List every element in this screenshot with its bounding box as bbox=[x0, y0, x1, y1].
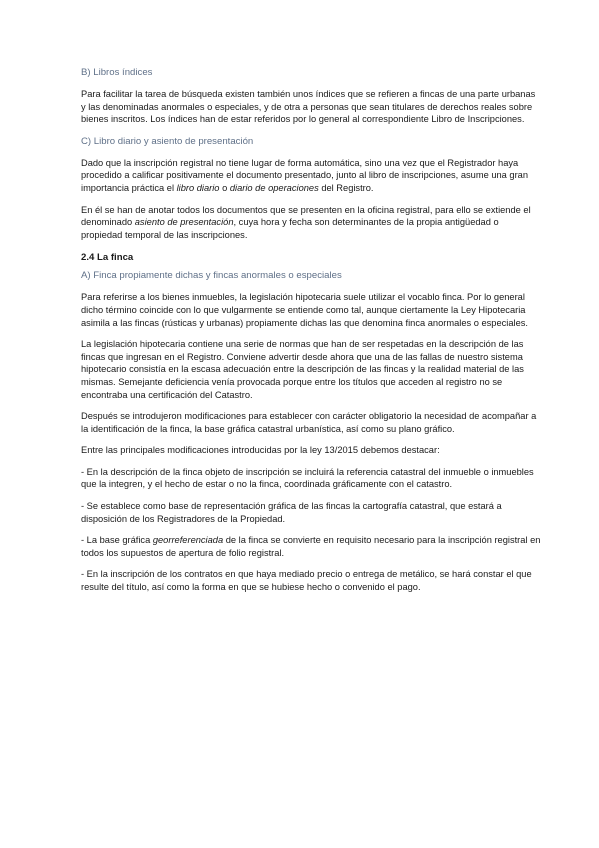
subheading-finca-propiamente: A) Finca propiamente dichas y fincas anormales o especiales bbox=[81, 270, 342, 282]
paragraph-libro-diario bbox=[81, 157, 541, 195]
paragraph-libros-indices: Para facilitar la tarea de búsqueda existen también unos índices que se refieren a fincas de una parte urbanas y las denominadas anormales o especiales, y de otra a personas que sean titulares de derechos reales sobre bienes inscritos. Los índices han de estar referidos por lo general al correspondiente Libro de Inscripciones. bbox=[81, 89, 536, 125]
bullet-item-3 bbox=[81, 534, 541, 559]
paragraph-text: del Registro. bbox=[318, 182, 374, 193]
bullet-text: de la finca se convierte en requisito necesario para la inscripción registral en todos los supuestos de apertura de folio registral. bbox=[81, 535, 541, 558]
bullet-item-4: - En la inscripción de los contratos en que haya mediado precio o entrega de metálico, se hará constar el que resulte del título, así como la forma en que se hubiese hecho o convenido el pago. bbox=[81, 569, 532, 593]
section-title-la-finca: 2.4 La finca bbox=[81, 252, 134, 264]
paragraph-asiento-presentacion bbox=[81, 204, 541, 242]
emphasis-diario-operaciones: diario de operaciones bbox=[229, 182, 319, 193]
paragraph-text: , cuya hora y fecha son determinantes de la propia antigüedad o propiedad temporal de las inscripciones. bbox=[81, 217, 499, 240]
bullet-item-1: - En la descripción de la finca objeto de inscripción se incluirá la referencia catastral del inmueble o inmuebles que la integren, y el hecho de estar o no la finca, coordinada gráficamente con el catastro. bbox=[81, 466, 534, 490]
emphasis-georreferenciada: georreferenciada bbox=[152, 535, 224, 546]
subheading-libro-diario: C) Libro diario y asiento de presentación bbox=[81, 135, 254, 147]
paragraph-finca-1: Para referirse a los bienes inmuebles, la legislación hipotecaria suele utilizar el vocablo finca. Por lo general dicho término coincide con lo que vulgarmente se entiende como tal, aunque ciertamente la Ley Hipotecaria asimila a las fincas (rústicas y urbanas) propiamente dichas las que denomina finca anormales o especiales. bbox=[81, 292, 528, 328]
emphasis-libro-diario: libro diario bbox=[176, 182, 220, 193]
paragraph-finca-2: La legislación hipotecaria contiene una serie de normas que han de ser respetadas en la descripción de las fincas que ingresan en el Registro. Conviene advertir desde ahora que una de las fallas de nuestro sistema hipotecario consistía en la escasa adecuación entre la descripción de las fincas y la realidad material de las mismas. Semejante deficiencia venía provocada porque entre los títulos que acceden al registro no se encontraba una certificación del Catastro. bbox=[81, 339, 524, 400]
paragraph-text: o bbox=[219, 182, 230, 193]
subheading-libros-indices: B) Libros índices bbox=[81, 67, 153, 78]
bullet-item-2: - Se establece como base de representación gráfica de las fincas la cartografía catastral, que estará a disposición de los Registradores de la Propiedad. bbox=[81, 501, 502, 524]
paragraph-finca-4: Entre las principales modificaciones introducidas por la ley 13/2015 debemos destacar: bbox=[81, 445, 440, 456]
emphasis-asiento-presentacion: asiento de presentación bbox=[134, 217, 234, 228]
paragraph-text: En él se han de anotar todos los documentos que se presenten en la oficina registral, para ello se extiende el denominado bbox=[81, 204, 531, 228]
paragraph-text: Dado que la inscripción registral no tiene lugar de forma automática, sino una vez que el Registrador haya procedido a calificar positivamente el documento presentado, junto al libro de inscripciones, asume una gran importancia práctica el bbox=[81, 157, 529, 193]
paragraph-finca-3: Después se introdujeron modificaciones para establecer con carácter obligatorio la necesidad de acompañar a la identificación de la finca, la base gráfica catastral urbanística, así como su plano gráfico. bbox=[81, 411, 537, 434]
bullet-text: - La base gráfica bbox=[81, 535, 153, 546]
